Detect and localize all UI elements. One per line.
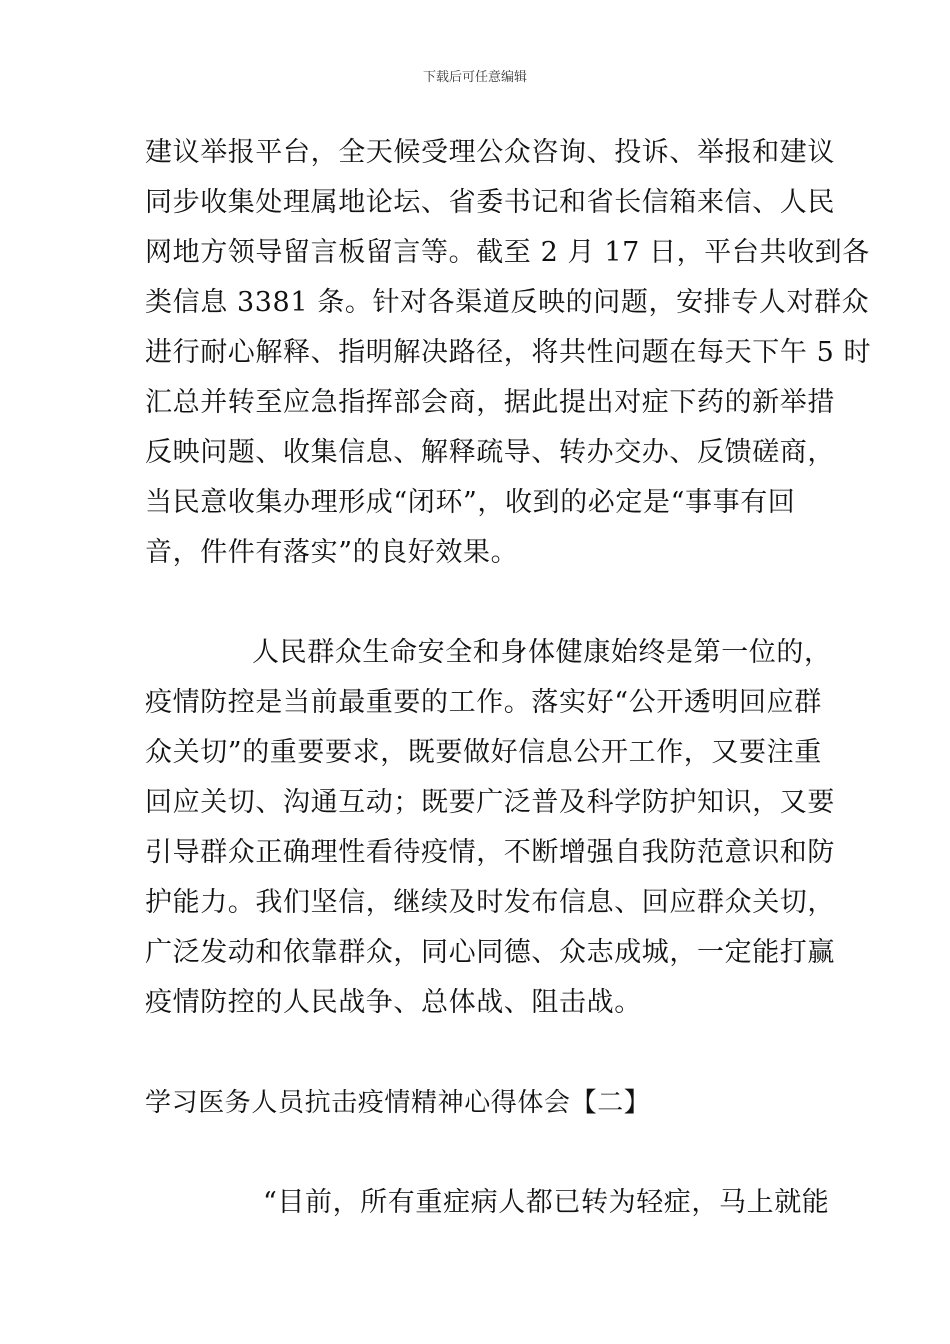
text-line: 回应关切、沟通互动；既要广泛普及科学防护知识，又要: [145, 787, 835, 818]
text-line: 汇总并转至应急指挥部会商，据此提出对症下药的新举措: [145, 387, 835, 418]
text-line: 广泛发动和依靠群众，同心同德、众志成城，一定能打赢: [145, 937, 835, 968]
paragraph-3: [145, 1178, 830, 1228]
paragraph-1: [145, 128, 872, 578]
text-line: 人民群众生命安全和身体健康始终是第一位的，: [252, 637, 832, 668]
text-line: 进行耐心解释、指明解决路径，将共性问题在每天下午 5 时: [145, 337, 872, 368]
text-line: 建议举报平台，全天候受理公众咨询、投诉、举报和建议: [145, 137, 835, 168]
paragraph-spacer: [145, 1128, 815, 1178]
text-line: 类信息 3381 条。针对各渠道反映的问题，安排专人对群众: [145, 287, 870, 318]
section-heading: 学习医务人员抗击疫情精神心得体会【二】: [145, 1088, 651, 1118]
text-line: 同步收集处理属地论坛、省委书记和省长信箱来信、人民: [145, 187, 835, 218]
paragraph-spacer: [145, 578, 815, 628]
text-line: “目前，所有重症病人都已转为轻症，马上就能: [263, 1187, 830, 1218]
text-line: 反映问题、收集信息、解释疏导、转办交办、反馈磋商，: [145, 437, 835, 468]
text-line: 引导群众正确理性看待疫情，不断增强自我防范意识和防: [145, 837, 835, 868]
paragraph-2: [145, 628, 835, 1028]
text-line: 网地方领导留言板留言等。截至 2 月 17 日，平台共收到各: [145, 237, 870, 268]
text-line: 当民意收集办理形成“闭环”，收到的必定是“事事有回: [145, 487, 796, 518]
text-line: 音，件件有落实”的良好效果。: [145, 537, 519, 568]
text-line: 疫情防控是当前最重要的工作。落实好“公开透明回应群: [145, 687, 822, 718]
text-line: 疫情防控的人民战争、总体战、阻击战。: [145, 987, 642, 1018]
page-header: 下载后可任意编辑: [422, 70, 527, 85]
document-body: [145, 128, 872, 1228]
paragraph-spacer: [145, 1028, 815, 1078]
text-line: 护能力。我们坚信，继续及时发布信息、回应群众关切，: [145, 887, 835, 918]
text-line: 众关切”的重要要求，既要做好信息公开工作，又要注重: [145, 737, 822, 768]
